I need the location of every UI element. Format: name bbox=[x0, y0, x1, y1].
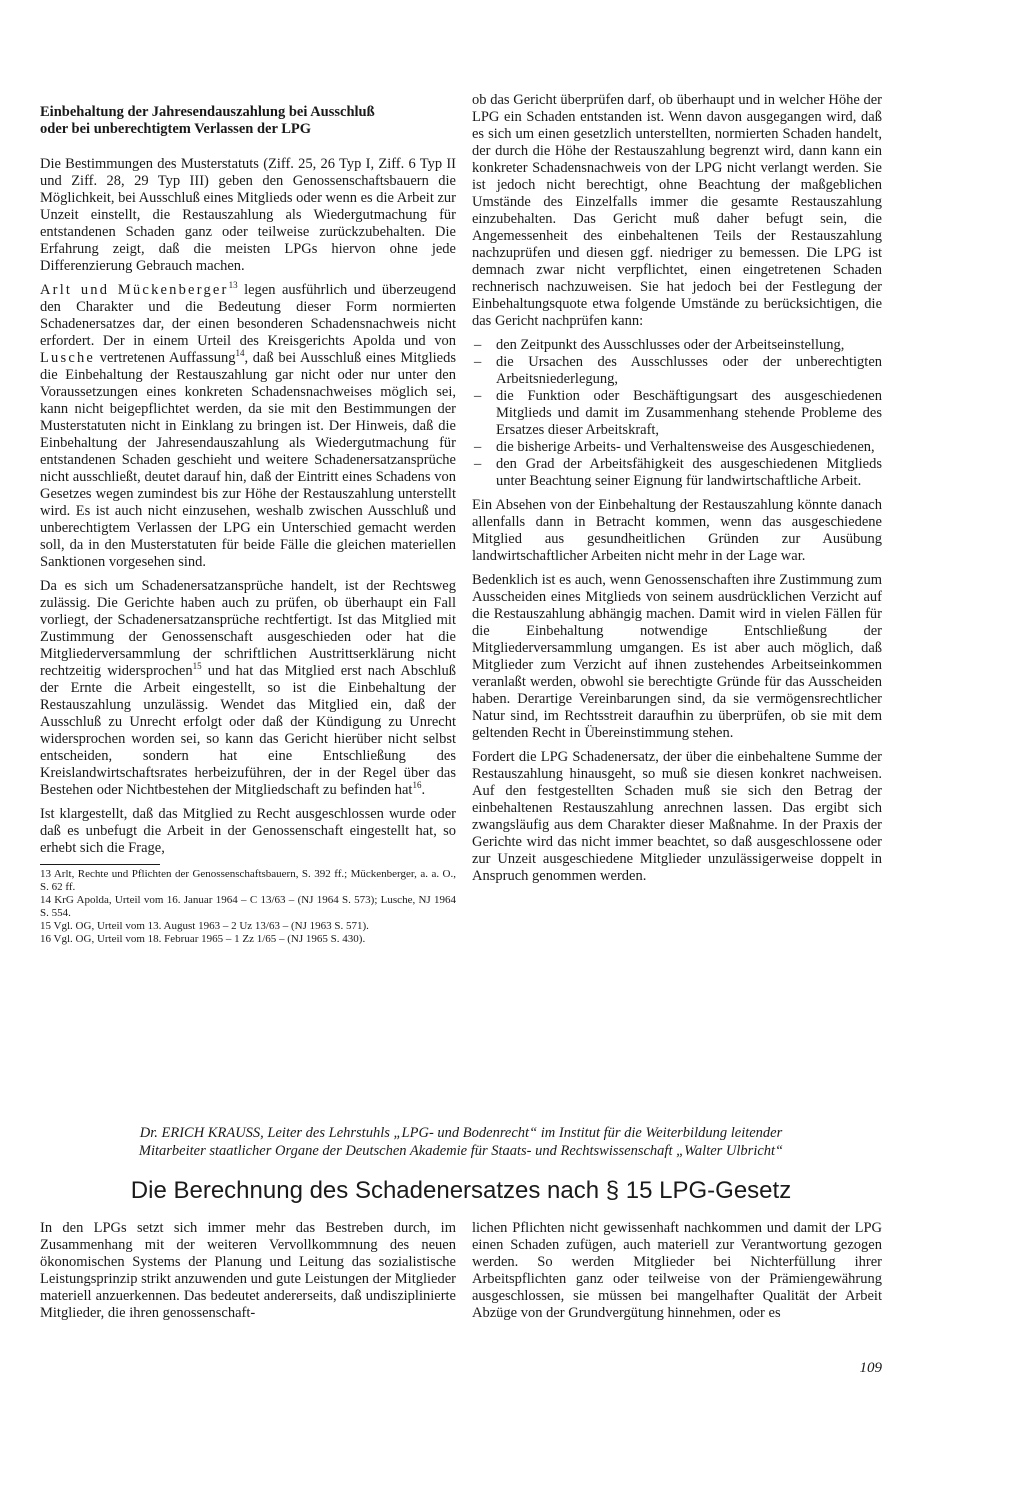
footnote: 16 Vgl. OG, Urteil vom 18. Februar 1965 – 1 Zz 1/65 – (NJ 1965 S. 430). bbox=[40, 933, 366, 945]
left-column bbox=[40, 104, 456, 946]
paragraph: Fordert die LPG Schadenersatz, der über die einbehaltene Summe der Restauszahlung hinausgeht, so muß sie diesen konkret nachweisen. Auf den festgestellten Schaden muß sie sich den Betrag der einbehaltenen Restauszahlung anrechnen lassen. Das ergibt sich zwangsläufig aus dem Charakter dieser Maßnahme. In der Praxis der Gerichte wird das nicht immer beachtet, so daß ausgeschlossene oder zur Unzeit ausgeschiedene Mitglieder unzulässigerweise doppelt in Anspruch genommen werden. bbox=[472, 749, 882, 884]
paragraph bbox=[40, 578, 456, 799]
heading-line-2: oder bei unberechtigtem Verlassen der LPG bbox=[40, 121, 312, 137]
list-item: – die Funktion oder Beschäftigungsart des ausgeschiedenen Mitglieds und damit im Zusammenhang stehende Probleme des Ersatzes dieser Arbeitskraft, bbox=[472, 388, 882, 439]
paragraph: Ein Absehen von der Einbehaltung der Restauszahlung könnte danach allenfalls dann in Betracht kommen, wenn das ausgeschiedene Mitglied aus gesundheitlichen Gründen zur Ausübung landwirtschaftlicher Arbeiten nicht mehr in der Lage war. bbox=[472, 497, 882, 564]
paragraph: ob das Gericht überprüfen darf, ob überhaupt und in welcher Höhe der LPG ein Schaden entstanden ist. Wenn davon ausgegangen wird, daß es sich um einen gesetzlich unterstellten, normierten Schaden handelt, der durch die Höhe der Restauszahlung begrenzt wird, dann kann ein konkreter Schadensnachweis von der LPG nicht verlangt werden. Sie ist jedoch nicht berechtigt, ohne Beachtung der maßgeblichen Umstände des Einzelfalls immer die gesamte Restauszahlung einzubehalten. Das Gericht muß daher befugt sein, die Angemessenheit des einbehaltenen Teils der Restauszahlung nachzuprüfen und diesen ggf. niedriger zu bemessen. Die LPG ist demnach zwar nicht verpflichtet, einen eingetretenen Schaden rechnerisch nachzuweisen. Sie hat jedoch bei der Festlegung der Einbehaltungsquote etwa folgende Umstände zu berücksichtigen, die das Gericht nachprüfen kann: bbox=[472, 92, 882, 329]
footnote-divider bbox=[40, 864, 160, 865]
author-name: Arlt und Mückenberger bbox=[40, 282, 229, 298]
list-item: – den Grad der Arbeitsfähigkeit des ausgeschiedenen Mitglieds unter Beachtung seiner Eignung für landwirtschaftliche Arbeit. bbox=[472, 456, 882, 490]
paragraph-text: , daß bei Ausschluß eines Mitglieds die Einbehaltung der Restauszahlung gar nicht oder nur unter den Voraussetzungen eines konkreten Schadensnachweises möglich sei, kann nicht beigepflichtet werden, da sie mit den Bestimmungen der Musterstatuten nicht in Einklang zu bringen ist. Der Hinweis, daß die Einbehaltung der Jahresendauszahlung als Wiedergutmachung für entstandenen Schaden geschieht und weitere Schadenersatzansprüche nicht ausschließt, deutet darauf hin, daß der Eintritt eines Schadens von Gesetzes wegen zumindest bis zur Höhe der Restauszahlung unterstellt wird. Es ist auch nicht einzusehen, weshalb zwischen Ausschluß und unberechtigtem Verlassen der LPG ein Unterschied gemacht werden soll, da in den Musterstatuten für beide Fälle die gleichen materiellen Sanktionen vorgesehen sind. bbox=[40, 350, 457, 570]
right-column bbox=[472, 92, 882, 892]
footnote: 14 KrG Apolda, Urteil vom 16. Januar 1964 – C 13/63 – (NJ 1964 S. 573); Lusche, NJ 1964 S. 554. bbox=[40, 894, 456, 919]
paragraph-text: vertretenen Auffassung bbox=[95, 350, 236, 366]
list-item: – die Ursachen des Ausschlusses oder der unberechtigten Arbeitsniederlegung, bbox=[472, 354, 882, 388]
footnote-ref: 14 bbox=[235, 348, 245, 359]
paragraph bbox=[40, 282, 456, 571]
list-item: – die bisherige Arbeits- und Verhaltensweise des Ausgeschiedenen, bbox=[472, 439, 882, 456]
footnote: 15 Vgl. OG, Urteil vom 13. August 1963 – 2 Uz 13/63 – (NJ 1963 S. 571). bbox=[40, 920, 369, 932]
article2-right-column bbox=[472, 1220, 882, 1329]
footnote-ref: 15 bbox=[192, 661, 202, 672]
paragraph: lichen Pflichten nicht gewissenhaft nachkommen und damit der LPG einen Schaden zufügen, auch materiell zur Verantwortung gezogen werden. So werden Mitglieder bei Nichterfüllung ihrer Arbeitspflichten ganz oder teilweise von der Prämiengewährung ausgeschlossen, sie müssen bei mangelhafter Qualität der Arbeit Abzüge von der Grundvergütung hinnehmen, oder es bbox=[472, 1220, 882, 1321]
heading-line-1: Einbehaltung der Jahresendauszahlung bei Ausschluß bbox=[40, 104, 375, 120]
section-heading bbox=[40, 104, 456, 138]
paragraph-text: und hat das Mitglied erst nach Abschluß der Ernte die Arbeit eingestellt, so ist die Einbehaltung der Restauszahlung unzulässig. Wendet das Mitglied ein, daß der Ausschluß zu Unrecht erfolgt oder daß der Kündigung zu Unrecht widersprochen worden sei, so kann das Gericht hierüber nicht selbst entscheiden, sondern hat eine Entschließung des Kreislandwirtschaftsrates herbeizuführen, der in der Regel über das Bestehen oder Nichtbestehen der Mitgliedschaft zu befinden hat bbox=[40, 663, 456, 798]
list-item: – den Zeitpunkt des Ausschlusses oder der Arbeitseinstellung, bbox=[472, 337, 882, 354]
author-name: Lusche bbox=[40, 350, 96, 366]
article2-left-column bbox=[40, 1220, 456, 1329]
paragraph: In den LPGs setzt sich immer mehr das Bestreben durch, im Zusammenhang mit der weiteren Vervollkommnung des neuen ökonomischen Systems der Planung und Leitung das sozialistische Leistungsprinzip strikt anzuwenden und gute Leistungen der Mitglieder materiell anzuerkennen. Das bedeutet andererseits, daß undisziplinierte Mitglieder, die ihren genossenschaft- bbox=[40, 1220, 456, 1321]
paragraph: Bedenklich ist es auch, wenn Genossenschaften ihre Zustimmung zum Ausscheiden eines Mitglieds von seinem ausdrücklichen Verzicht auf die Restauszahlung abhängig machen. Damit wird in vielen Fällen für die Einbehaltung notwendige Entschließung der Mitgliederversammlung umgangen. Es ist aber auch möglich, daß Mitglieder zum Verzicht auf ihnen zustehendes Arbeitseinkommen veranlaßt werden, obwohl sie berechtigte Gründe für das Ausscheiden haben. Derartige Vereinbarungen sind, da sie vermögensrechtlicher Natur sind, im Rechtsstreit daraufhin zu überprüfen, ob sie mit dem geltenden Recht in Übereinstimmung stehen. bbox=[472, 572, 882, 741]
article-title: Die Berechnung des Schadenersatzes nach § 15 LPG-Gesetz bbox=[130, 1177, 792, 1204]
criteria-list bbox=[472, 337, 882, 490]
paragraph: Ist klargestellt, daß das Mitglied zu Recht ausgeschlossen wurde oder daß es unbefugt die Arbeit in der Genossenschaft eingestellt hat, so erhebt sich die Frage, bbox=[40, 806, 456, 856]
author-byline bbox=[40, 1124, 882, 1160]
footnote-ref: 13 bbox=[228, 280, 238, 291]
paragraph-text: . bbox=[421, 782, 426, 798]
footnote-ref: 16 bbox=[412, 780, 422, 791]
paragraph-text: Da es sich um Schadenersatzansprüche handelt, ist der Rechtsweg zulässig. Die Gerichte haben auch zu prüfen, ob überhaupt ein Fall vorliegt, der Schadenersatzansprüche rechtfertigt. Ist das Mitglied mit Zustimmung der Genossenschaft ausgeschieden oder hat die Mitgliederversammlung der schriftlichen Austrittserklärung nicht rechtzeitig widersprochen bbox=[40, 578, 456, 679]
page-number: 109 bbox=[859, 1360, 882, 1376]
paragraph: Die Bestimmungen des Musterstatuts (Ziff. 25, 26 Typ I, Ziff. 6 Typ II und Ziff. 28, 29 Typ III) geben den Genossenschaftsbauern die Möglichkeit, bei Ausschluß eines Mitglieds oder wenn es die Arbeit zur Unzeit einstellt, die Restauszahlung als Wiedergutmachung für entstandenen Schaden ganz oder teilweise zurückzubehalten. Die Erfahrung zeigt, daß die meisten LPGs hiervon ohne jede Differenzierung Gebrauch machen. bbox=[40, 156, 456, 274]
footnote: 13 Arlt, Rechte und Pflichten der Genossenschaftsbauern, S. 392 ff.; Mückenberger, a. a. O., S. 62 ff. bbox=[40, 868, 456, 893]
byline-line-2: Mitarbeiter staatlicher Organe der Deutschen Akademie für Staats- und Rechtswissenschaft „Walter Ulbricht“ bbox=[138, 1143, 784, 1159]
paragraph-text: legen ausführlich und überzeugend den Charakter und die Bedeutung dieser Form normierten Schadenersatzes dar, der einen besonderen Schadensnachweis nicht erfordert. Der in einem Urteil des Kreisgerichts Apolda und von bbox=[40, 282, 456, 349]
byline-line-1: Dr. ERICH KRAUSS, Leiter des Lehrstuhls „LPG- und Bodenrecht“ im Institut für die Weiterbildung leitender bbox=[139, 1125, 783, 1141]
